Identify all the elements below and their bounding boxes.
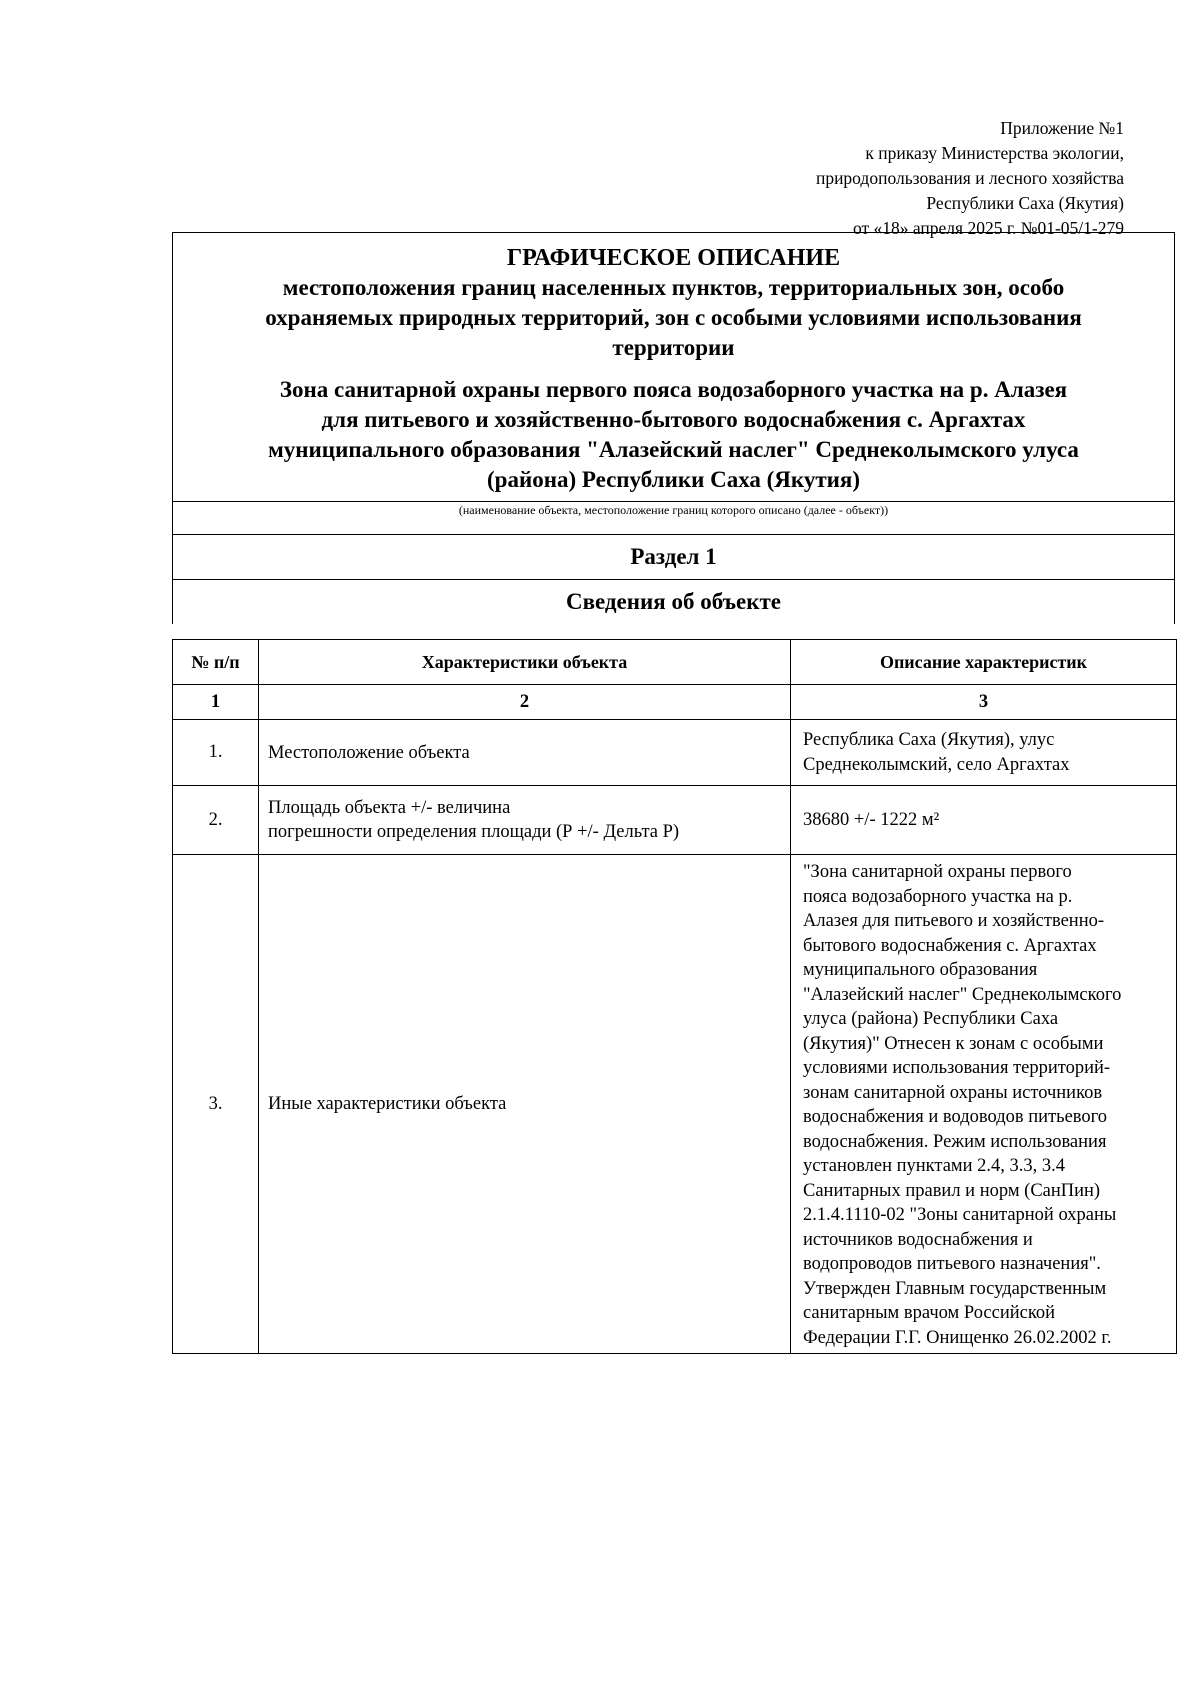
description-line: "Зона санитарной охраны первого: [803, 862, 1072, 882]
object-name-line: Зона санитарной охраны первого пояса водозаборного участка на р. Алазея: [279, 377, 1068, 402]
column-index: 2: [259, 685, 791, 720]
description-line: Санитарных правил и норм (СанПин): [803, 1180, 1101, 1201]
description-line: источников водоснабжения и: [803, 1229, 1033, 1250]
appendix-line: Приложение №1: [1000, 118, 1124, 138]
description-line: "Алазейский наслег" Среднеколымского: [803, 984, 1122, 1005]
row-characteristic: [259, 786, 791, 855]
description-line: водопроводов питьевого назначения".: [803, 1254, 1101, 1274]
description-line: Республика Саха (Якутия), улус: [803, 730, 1055, 750]
characteristic-line: Площадь объекта +/- величина: [268, 798, 511, 818]
document-header-frame: [172, 232, 1175, 624]
document-title: ГРАФИЧЕСКОЕ ОПИСАНИЕ: [506, 245, 841, 271]
table-row: [173, 786, 1177, 855]
table-row: [173, 855, 1177, 1354]
row-number: 2.: [173, 786, 259, 855]
description-line: санитарным врачом Российской: [803, 1303, 1056, 1323]
object-name: [181, 375, 1166, 495]
row-characteristic: [259, 720, 791, 786]
object-name-line: муниципального образования "Алазейский наслег" Среднеколымского улуса: [268, 437, 1079, 462]
table-header-row: [173, 640, 1177, 685]
characteristic-line: погрешности определения площади (Р +/- Дельта Р): [268, 822, 680, 842]
row-description: [791, 855, 1177, 1354]
object-hint: [173, 501, 1174, 534]
appendix-line: к приказу Министерства экологии,: [865, 143, 1124, 163]
description-line: водоснабжения и водоводов питьевого: [803, 1107, 1108, 1127]
column-index: 1: [173, 685, 259, 720]
row-characteristic: [259, 855, 791, 1354]
description-line: улуса (района) Республики Саха: [803, 1009, 1059, 1029]
appendix-line: природопользования и лесного хозяйства: [815, 168, 1124, 188]
title-block: [173, 233, 1174, 501]
description-line: пояса водозаборного участка на р.: [803, 886, 1073, 907]
column-header: № п/п: [173, 640, 259, 685]
object-name-line: для питьевого и хозяйственно-бытового водоснабжения с. Аргахтах: [321, 407, 1026, 432]
section-title: Сведения об объекте: [173, 579, 1174, 624]
description-line: бытового водоснабжения с. Аргахтах: [803, 935, 1097, 956]
row-description: [791, 786, 1177, 855]
description-line: Утвержден Главным государственным: [803, 1278, 1107, 1299]
object-name-line: (района) Республики Саха (Якутия): [487, 467, 860, 492]
table-index-row: [173, 685, 1177, 720]
description-line: водоснабжения. Режим использования: [803, 1131, 1107, 1152]
table-row: [173, 720, 1177, 786]
description-line: 38680 +/- 1222 м²: [803, 809, 940, 830]
object-hint-text: (наименование объекта, местоположение границ которого описано (далее - объект)): [458, 503, 889, 517]
appendix-line: Республики Саха (Якутия): [926, 193, 1124, 213]
section-label: Раздел 1: [173, 534, 1174, 579]
description-line: Федерации Г.Г. Онищенко 26.02.2002 г.: [803, 1327, 1112, 1348]
characteristic-line: Иные характеристики объекта: [268, 1094, 507, 1114]
row-description: [791, 720, 1177, 786]
subtitle-line: охраняемых природных территорий, зон с особыми условиями использования: [265, 305, 1082, 330]
column-header: Описание характеристик: [791, 640, 1177, 685]
description-line: муниципального образования: [803, 960, 1038, 980]
description-line: (Якутия)" Отнесен к зонам с особыми: [803, 1033, 1104, 1054]
subtitle-line: территории: [612, 335, 735, 360]
column-header: Характеристики объекта: [259, 640, 791, 685]
row-number: 1.: [173, 720, 259, 786]
description-line: Алазея для питьевого и хозяйственно-: [803, 911, 1105, 931]
characteristic-line: Местоположение объекта: [268, 742, 470, 763]
description-line: Среднеколымский, село Аргахтах: [803, 754, 1070, 775]
description-line: 2.1.4.1110-02 "Зоны санитарной охраны: [803, 1205, 1117, 1225]
column-index: 3: [791, 685, 1177, 720]
description-line: установлен пунктами 2.4, 3.3, 3.4: [803, 1156, 1066, 1176]
subtitle-line: местоположения границ населенных пунктов, территориальных зон, особо: [282, 275, 1065, 300]
appendix-note: [564, 116, 1124, 241]
row-number: 3.: [173, 855, 259, 1354]
description-line: зонам санитарной охраны источников: [803, 1082, 1103, 1103]
appendix-line: от «18» апреля 2025 г. №01-05/1-279: [852, 218, 1124, 238]
object-info-table: [172, 639, 1177, 1354]
description-line: условиями использования территорий-: [803, 1058, 1111, 1078]
